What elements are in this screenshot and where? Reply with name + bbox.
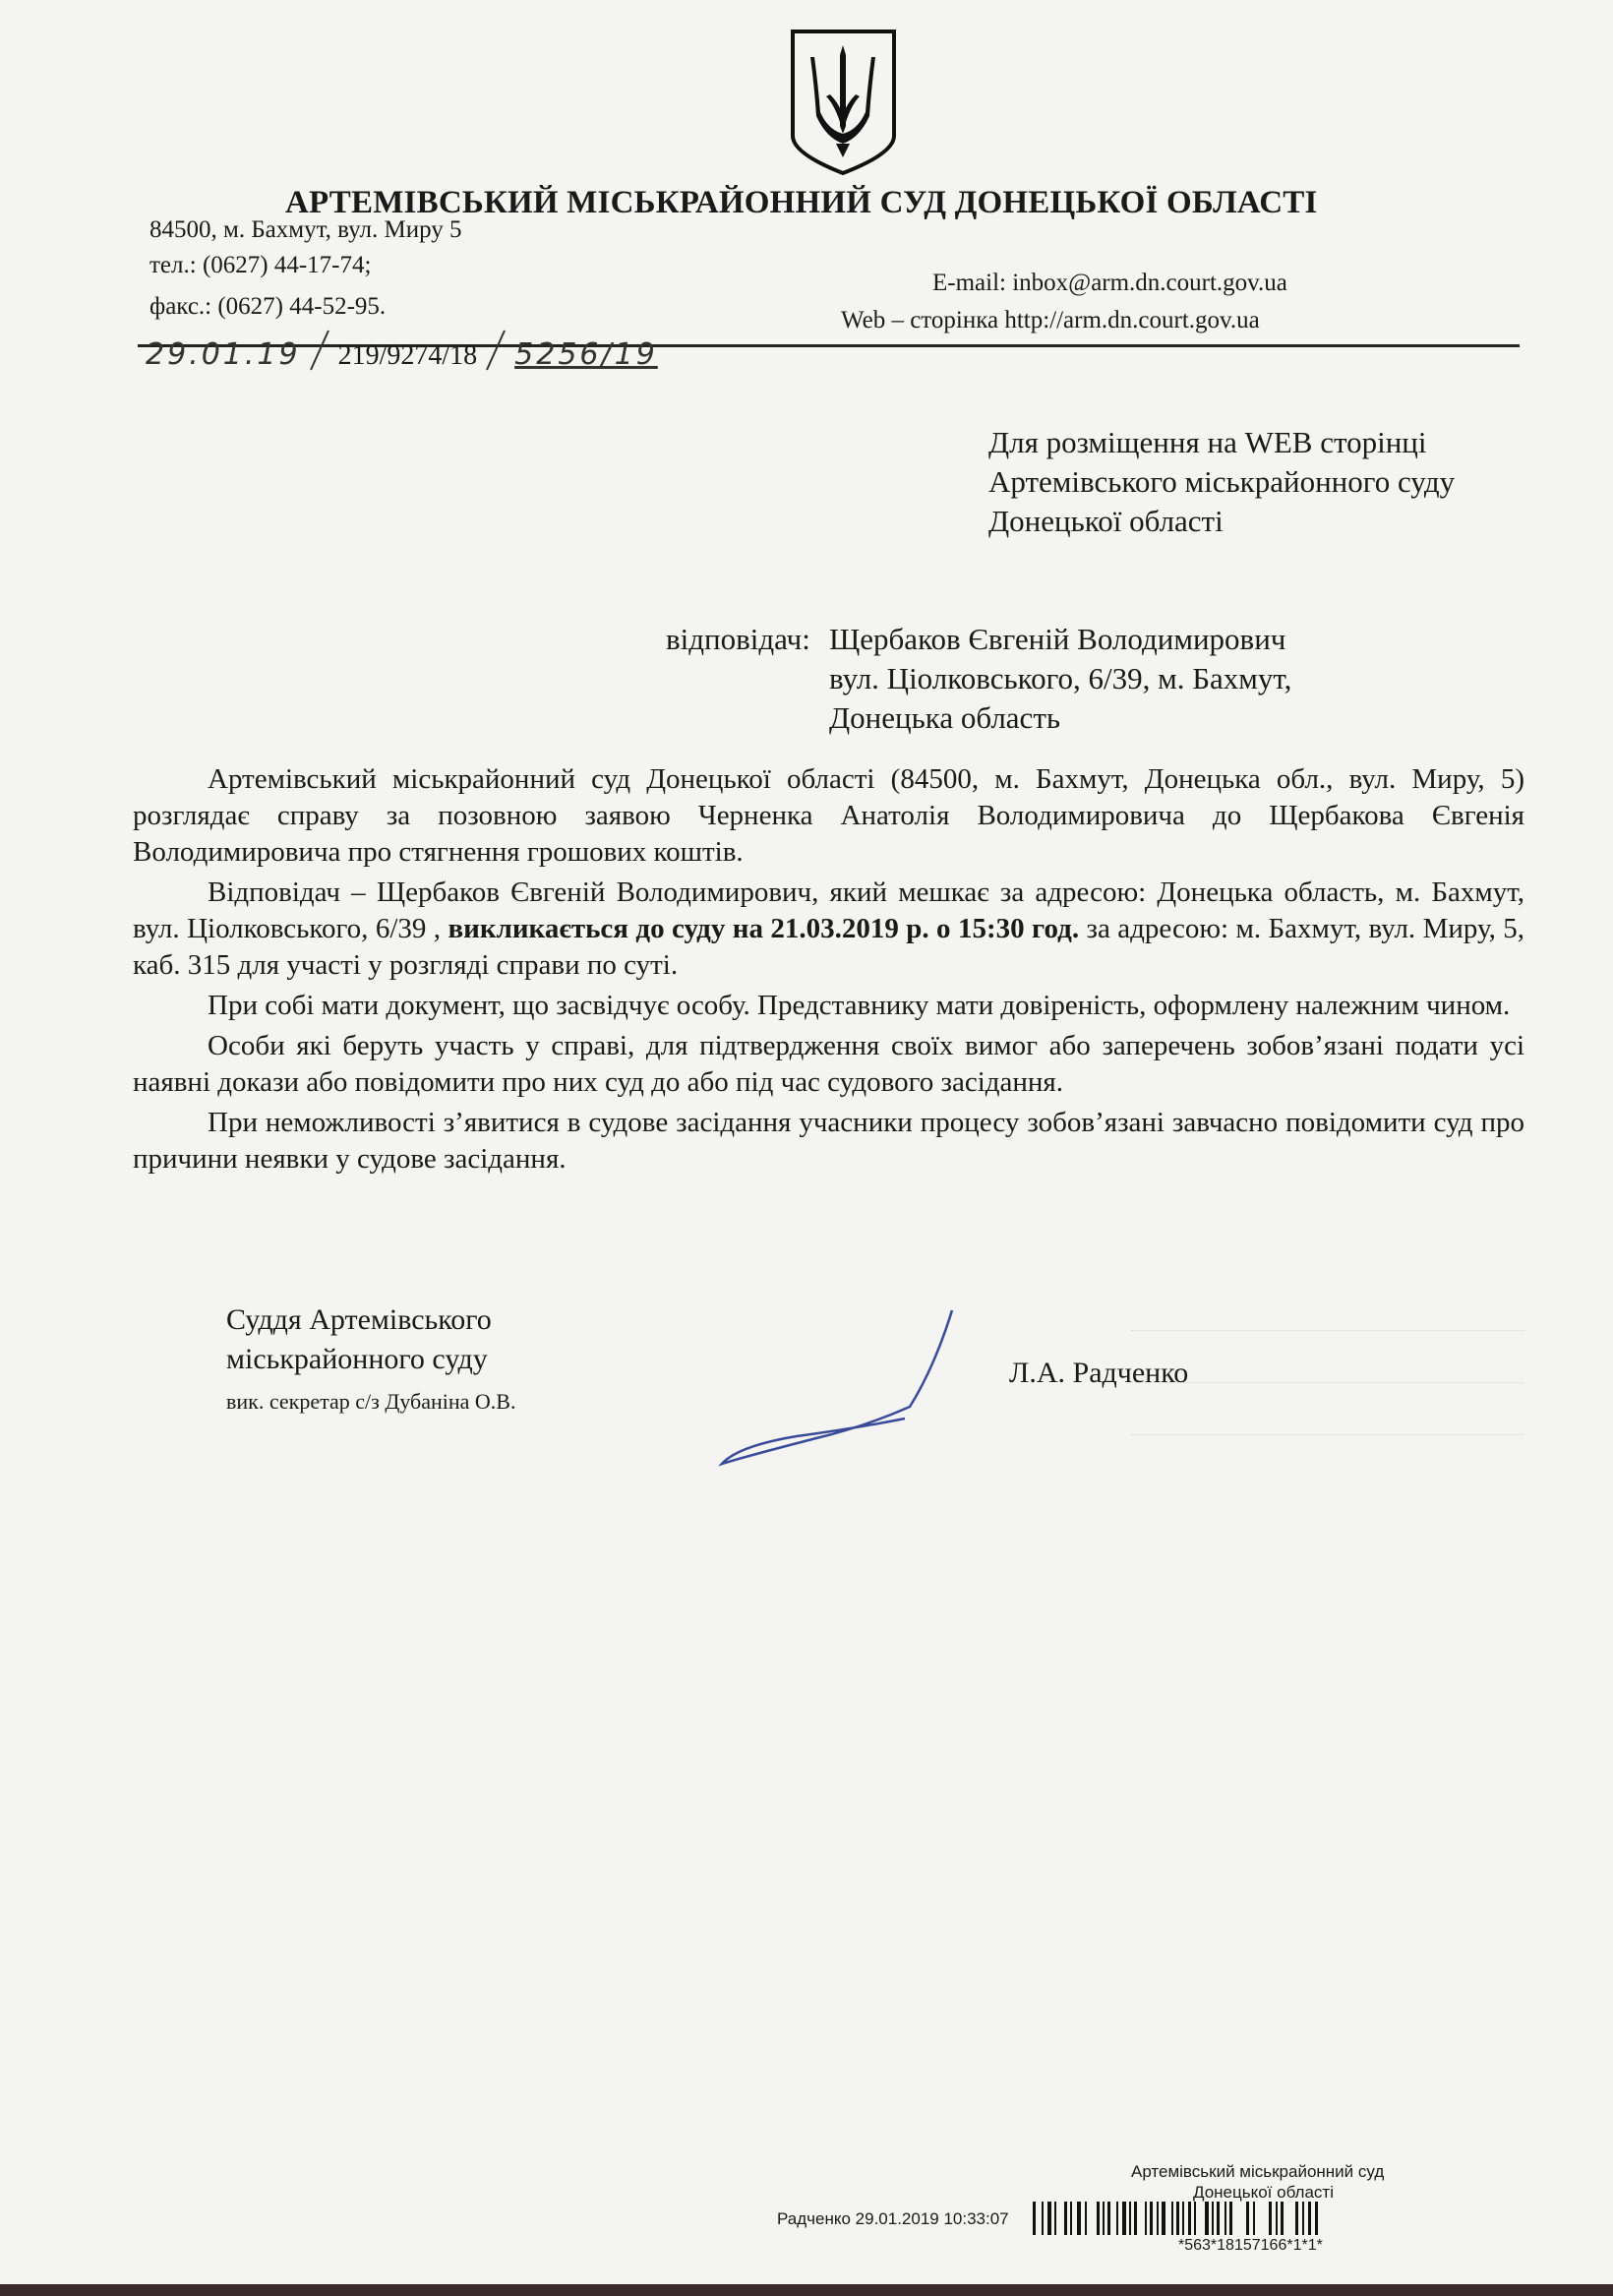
court-fax: факс.: (0627) 44-52-95. bbox=[149, 293, 387, 320]
footer-stamp: Радченко 29.01.2019 10:33:07 bbox=[777, 2209, 1009, 2228]
faint-line bbox=[1131, 1331, 1524, 1383]
slash-mark bbox=[305, 329, 334, 372]
faint-line bbox=[1131, 1383, 1524, 1435]
summons-date: викликається до суду на 21.03.2019 р. о 15:30 год. bbox=[448, 913, 1080, 944]
letter-body bbox=[133, 761, 1524, 1181]
recipient-line: Артемівського міськрайонного суду bbox=[988, 464, 1456, 499]
barcode bbox=[1033, 2202, 1318, 2235]
barcode-text: *563*18157166*1*1* bbox=[1178, 2237, 1323, 2254]
summons-text: Відповідач – Щербаков Євгеній Володимирович, який мешкає за адресою: Донецька область, м. Бахмут, вул. Ціолковського, 6/39 , bbox=[133, 876, 1524, 944]
faint-line bbox=[1131, 1279, 1524, 1331]
court-title: АРТЕМІВСЬКИЙ МІСЬКРАЙОННИЙ СУД ДОНЕЦЬКОЇ ОБЛАСТІ bbox=[285, 185, 1318, 220]
recipient-line: Донецької області bbox=[988, 504, 1224, 538]
handwritten-signature bbox=[708, 1299, 964, 1476]
court-email: E-mail: inbox@arm.dn.court.gov.ua bbox=[932, 270, 1287, 296]
defendant-name: Щербаков Євгеній Володимирович bbox=[829, 622, 1286, 656]
judge-title-line: міськрайонного суду bbox=[226, 1343, 488, 1375]
bleed-through-area bbox=[1131, 1279, 1524, 1435]
footer-court-region: Донецької області bbox=[1193, 2183, 1334, 2202]
court-address: 84500, м. Бахмут, вул. Миру 5 bbox=[149, 216, 462, 243]
outgoing-number: 5256/19 bbox=[514, 337, 658, 372]
defendant-region: Донецька область bbox=[829, 700, 1060, 735]
paragraph-case: Артемівський міськрайонний суд Донецької області (84500, м. Бахмут, Донецька обл., вул. Миру, 5) розглядає справу за позовною заявою Черненка Анатолія Володимировича до Щербакова Євгенія Володимировича про стягнення грошових коштів. bbox=[133, 763, 1524, 868]
executor-note: вик. секретар с/з Дубаніна О.В. bbox=[226, 1389, 516, 1414]
defendant-block bbox=[829, 620, 1291, 738]
coat-of-arms-emblem bbox=[787, 28, 900, 177]
court-website: Web – сторінка http://arm.dn.court.gov.ua bbox=[841, 307, 1260, 333]
paragraph-summons bbox=[133, 875, 1524, 984]
defendant-address: вул. Ціолковського, 6/39, м. Бахмут, bbox=[829, 661, 1292, 695]
signature-title bbox=[226, 1300, 492, 1379]
footer-court-name: Артемівський міськрайонний суд bbox=[1131, 2162, 1385, 2181]
judge-name: Л.А. Радченко bbox=[1009, 1357, 1189, 1389]
paragraph-absence: При неможливості з’явитися в судове засідання учасники процесу зобов’язані завчасно повідомити суд про причини неявки у судове засідання. bbox=[133, 1107, 1524, 1175]
paragraph-evidence: Особи які беруть участь у справі, для підтвердження своїх вимог або заперечень зобов’язані подати усі наявні докази або повідомити про них суд до або під час судового засідання. bbox=[133, 1030, 1524, 1098]
court-phone: тел.: (0627) 44-17-74; bbox=[149, 252, 372, 278]
judge-title-line: Суддя Артемівського bbox=[226, 1303, 492, 1336]
recipient-line: Для розміщення на WEB сторінці bbox=[988, 425, 1427, 459]
slash-mark bbox=[481, 329, 510, 372]
paragraph-documents: При собі мати документ, що засвідчує особу. Представнику мати довіреність, оформлену належним чином. bbox=[208, 990, 1511, 1021]
case-number: 219/9274/18 bbox=[337, 340, 478, 371]
registration-line bbox=[146, 329, 658, 372]
registration-date: 29.01.19 bbox=[146, 337, 301, 372]
summons-place: за адресою: м. Бахмут, вул. Миру, 5, каб. 315 для участі у розгляді справи по суті. bbox=[133, 913, 1525, 981]
recipient-block bbox=[988, 423, 1455, 541]
defendant-label: відповідач: bbox=[666, 622, 810, 656]
